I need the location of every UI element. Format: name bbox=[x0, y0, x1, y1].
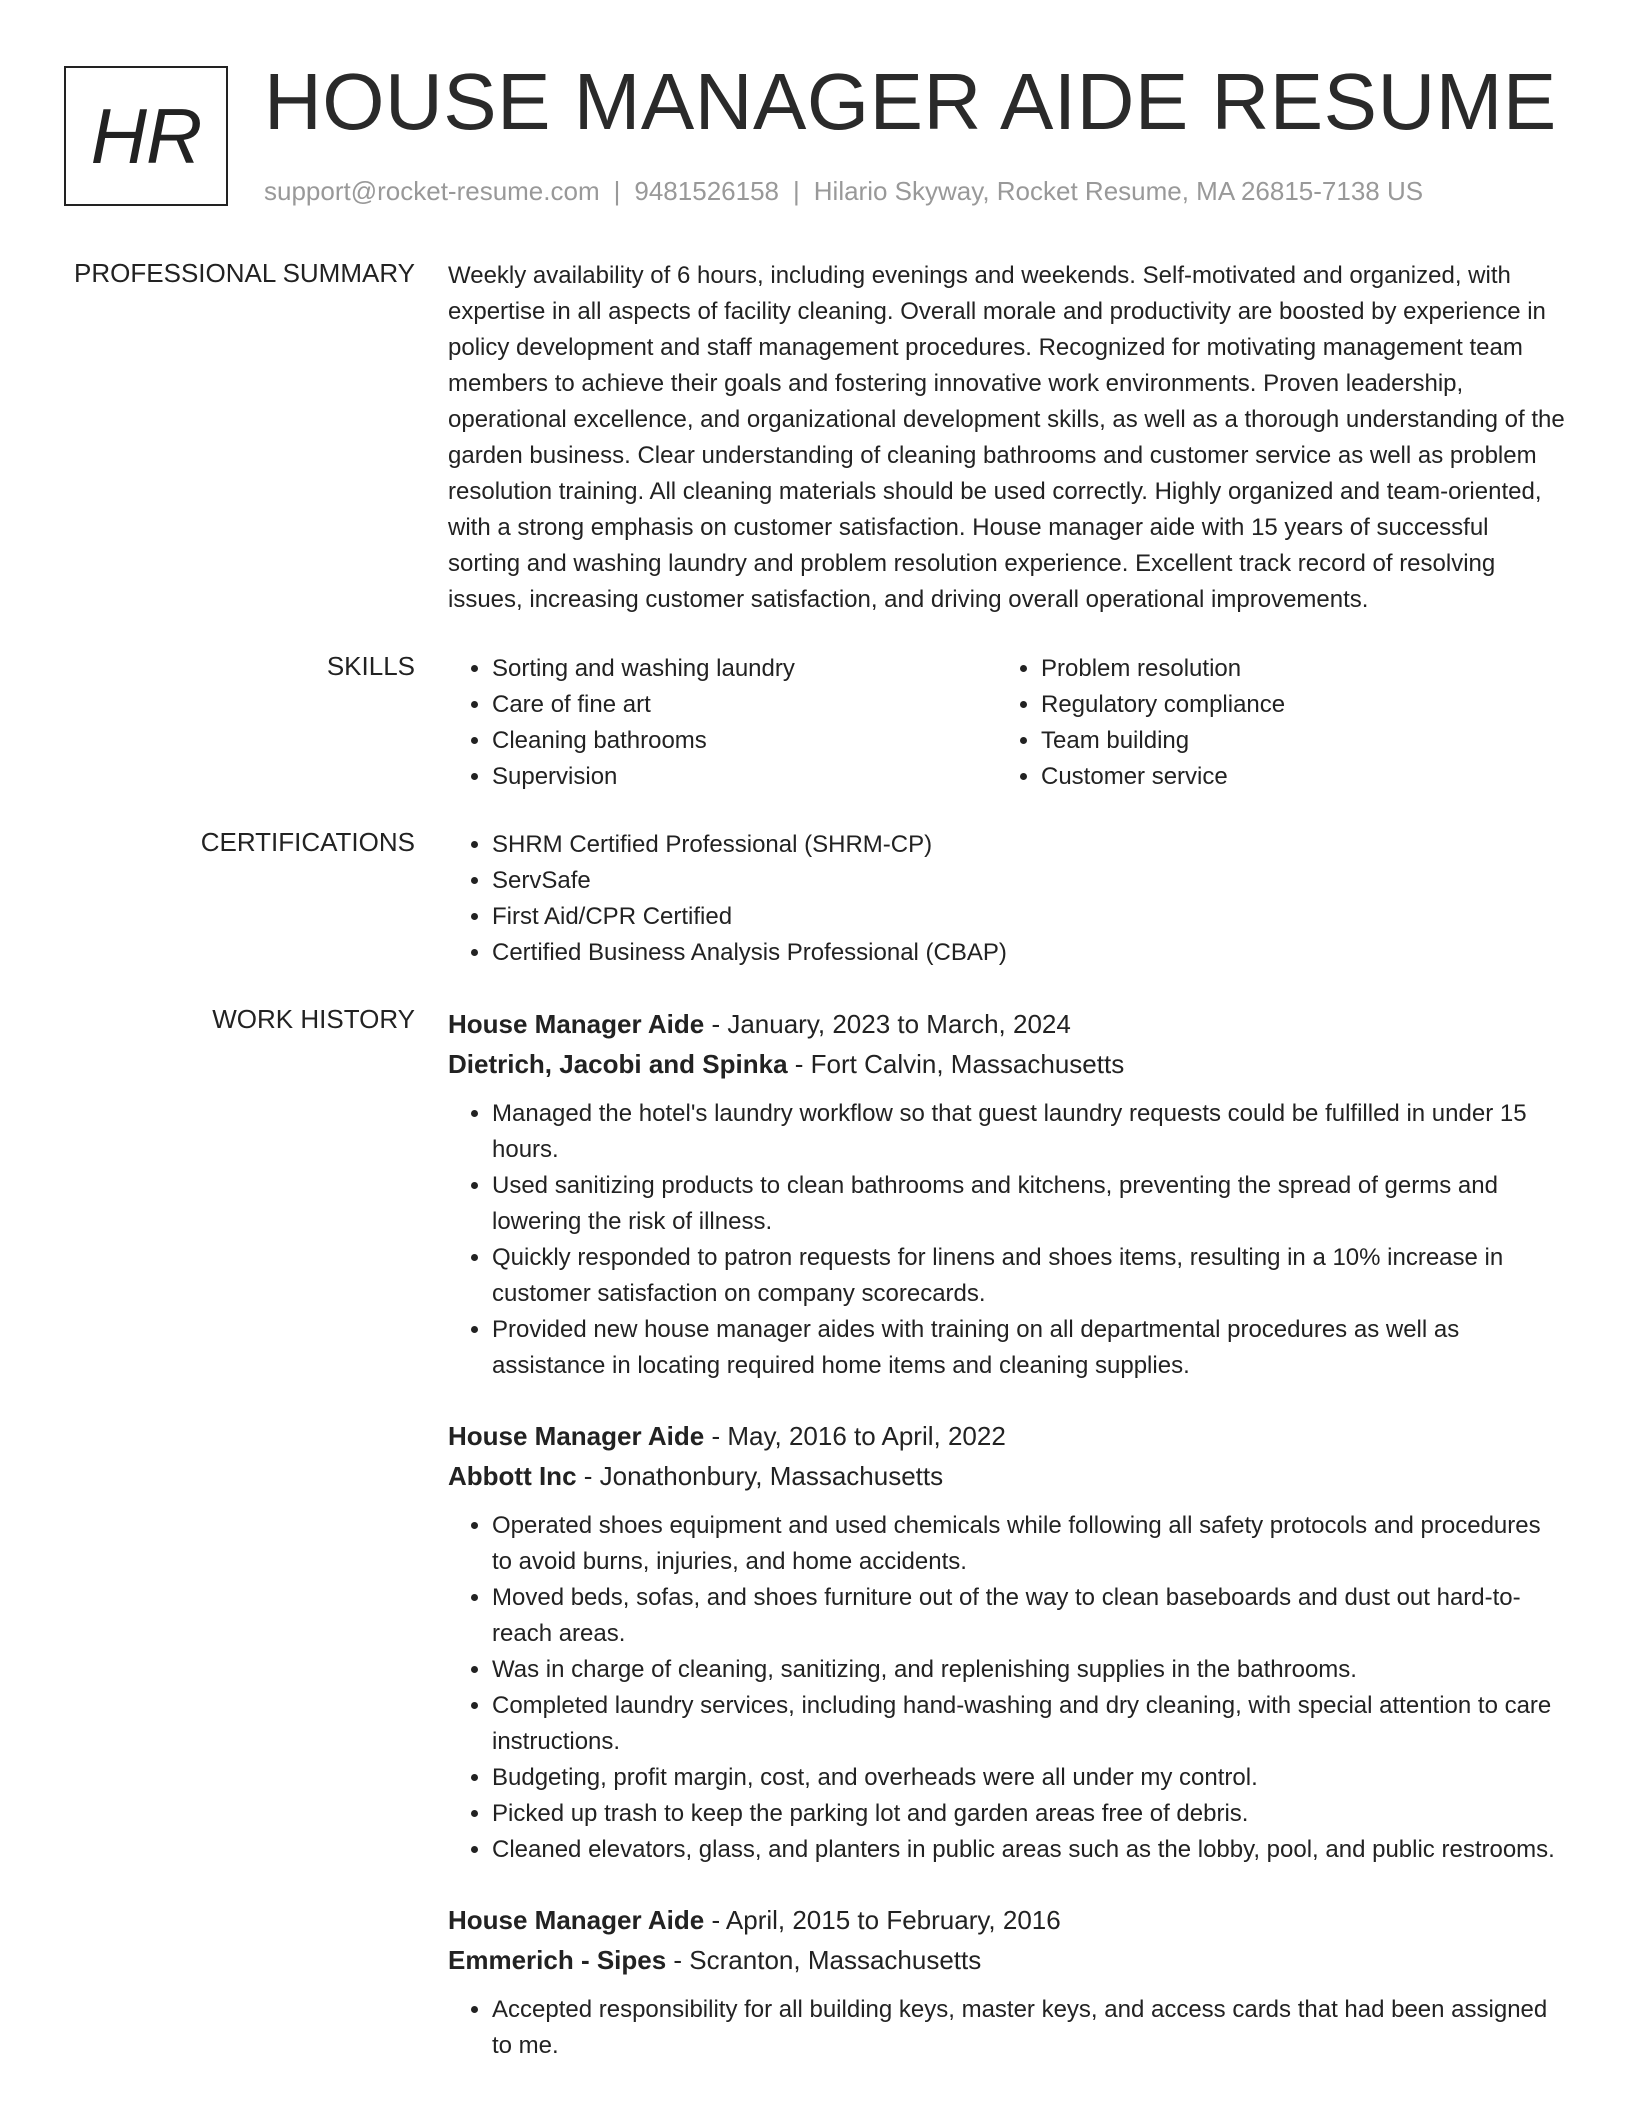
certification-item: • First Aid/CPR Certified bbox=[492, 899, 1566, 935]
skill-item: • Customer service bbox=[1041, 759, 1546, 795]
job-bullet: • Operated shoes equipment and used chemicals while following all safety protocols and procedures to avoid burns, injuries, and home accidents. bbox=[492, 1508, 1566, 1580]
skill-item: • Regulatory compliance bbox=[1041, 687, 1546, 723]
certifications-heading: CERTIFICATIONS bbox=[200, 827, 415, 857]
skills-heading: SKILLS bbox=[326, 651, 415, 681]
job-company-line bbox=[448, 1940, 1566, 1980]
job-title: House Manager Aide bbox=[448, 1009, 705, 1039]
job-company: Abbott Inc bbox=[448, 1461, 577, 1491]
summary-heading: PROFESSIONAL SUMMARY bbox=[74, 258, 415, 288]
job-company: Dietrich, Jacobi and Spinka bbox=[448, 1049, 788, 1079]
resume-title: HOUSE MANAGER AIDE RESUME bbox=[264, 57, 1557, 146]
job-bullets bbox=[448, 1508, 1566, 1868]
skill-item: • Sorting and washing laundry bbox=[492, 651, 997, 687]
job-company-line bbox=[448, 1456, 1566, 1496]
job-bullet: • Accepted responsibility for all building keys, master keys, and access cards that had been assigned to me. bbox=[492, 1992, 1566, 2064]
skill-item: • Supervision bbox=[492, 759, 997, 795]
skill-item: • Problem resolution bbox=[1041, 651, 1546, 687]
skill-item: • Care of fine art bbox=[492, 687, 997, 723]
job-bullet: • Budgeting, profit margin, cost, and overheads were all under my control. bbox=[492, 1760, 1566, 1796]
contact-separator: | bbox=[613, 176, 621, 206]
contact-email[interactable]: support@rocket-resume.com bbox=[264, 176, 600, 206]
contact-phone[interactable]: 9481526158 bbox=[634, 176, 779, 206]
job-title: House Manager Aide bbox=[448, 1905, 705, 1935]
job-bullet: • Cleaned elevators, glass, and planters in public areas such as the lobby, pool, and public restrooms. bbox=[492, 1832, 1566, 1868]
certification-item: • SHRM Certified Professional (SHRM-CP) bbox=[492, 827, 1566, 863]
job-title-line bbox=[448, 1900, 1566, 1940]
job-bullet: • Used sanitizing products to clean bathrooms and kitchens, preventing the spread of germs and lowering the risk of illness. bbox=[492, 1168, 1566, 1240]
certification-item: • ServSafe bbox=[492, 863, 1566, 899]
job-bullet: • Picked up trash to keep the parking lot and garden areas free of debris. bbox=[492, 1796, 1566, 1832]
job-title-line bbox=[448, 1004, 1566, 1044]
job-bullet: • Completed laundry services, including hand-washing and dry cleaning, with special attention to care instructions. bbox=[492, 1688, 1566, 1760]
skills-grid bbox=[448, 651, 1566, 795]
job-dates: - May, 2016 to April, 2022 bbox=[704, 1421, 1006, 1451]
job-location: - Jonathonbury, Massachusetts bbox=[576, 1461, 944, 1491]
job-company: Emmerich - Sipes bbox=[448, 1945, 667, 1975]
contact-line bbox=[264, 176, 1423, 207]
job-bullet: • Provided new house manager aides with training on all departmental procedures as well as assistance in locating required home items and cleaning supplies. bbox=[492, 1312, 1566, 1384]
skill-item: • Cleaning bathrooms bbox=[492, 723, 997, 759]
summary-text: Weekly availability of 6 hours, including evenings and weekends. Self-motivated and organized, with expertise in all aspects of facility cleaning. Overall morale and productivity are boosted by experience in policy development and staff management procedures. Recognized for motivating management team members to achieve their goals and fostering innovative work environments. Proven leadership, operational excellence, and organizational development skills, as well as a thorough understanding of the garden business. Clear understanding of cleaning bathrooms and customer service as well as problem resolution training. All cleaning materials should be used correctly. Highly organized and team-oriented, with a strong emphasis on customer satisfaction. House manager aide with 15 years of successful sorting and washing laundry and problem resolution experience. Excellent track record of resolving issues, increasing customer satisfaction, and driving overall operational improvements. bbox=[448, 262, 1565, 613]
monogram-logo: HR bbox=[64, 66, 228, 206]
job-company-line bbox=[448, 1044, 1566, 1084]
job-bullet: • Moved beds, sofas, and shoes furniture out of the way to clean baseboards and dust out hard-to-reach areas. bbox=[492, 1580, 1566, 1652]
contact-separator: | bbox=[793, 176, 800, 206]
job-location: - Scranton, Massachusetts bbox=[666, 1945, 982, 1975]
job-title: House Manager Aide bbox=[448, 1421, 705, 1451]
job-location: - Fort Calvin, Massachusetts bbox=[787, 1049, 1125, 1079]
job-title-line bbox=[448, 1416, 1566, 1456]
skills-list-right bbox=[997, 651, 1546, 795]
job-bullet: • Quickly responded to patron requests for linens and shoes items, resulting in a 10% increase in customer satisfaction on company scorecards. bbox=[492, 1240, 1566, 1312]
job-entry bbox=[448, 1004, 1566, 1384]
job-bullets bbox=[448, 1992, 1566, 2064]
skills-list-left bbox=[448, 651, 997, 795]
contact-address: Hilario Skyway, Rocket Resume, MA 26815-7138 US bbox=[813, 176, 1424, 206]
certifications-list bbox=[448, 827, 1566, 971]
work-history-heading: WORK HISTORY bbox=[212, 1004, 415, 1034]
skill-item: • Team building bbox=[1041, 723, 1546, 759]
job-entry bbox=[448, 1900, 1566, 2064]
job-bullet: • Was in charge of cleaning, sanitizing, and replenishing supplies in the bathrooms. bbox=[492, 1652, 1566, 1688]
job-entry bbox=[448, 1416, 1566, 1868]
job-dates: - April, 2015 to February, 2016 bbox=[704, 1905, 1061, 1935]
job-bullet: • Managed the hotel's laundry workflow so that guest laundry requests could be fulfilled in under 15 hours. bbox=[492, 1096, 1566, 1168]
job-dates: - January, 2023 to March, 2024 bbox=[704, 1009, 1071, 1039]
job-bullets bbox=[448, 1096, 1566, 1384]
certification-item: • Certified Business Analysis Professional (CBAP) bbox=[492, 935, 1566, 971]
